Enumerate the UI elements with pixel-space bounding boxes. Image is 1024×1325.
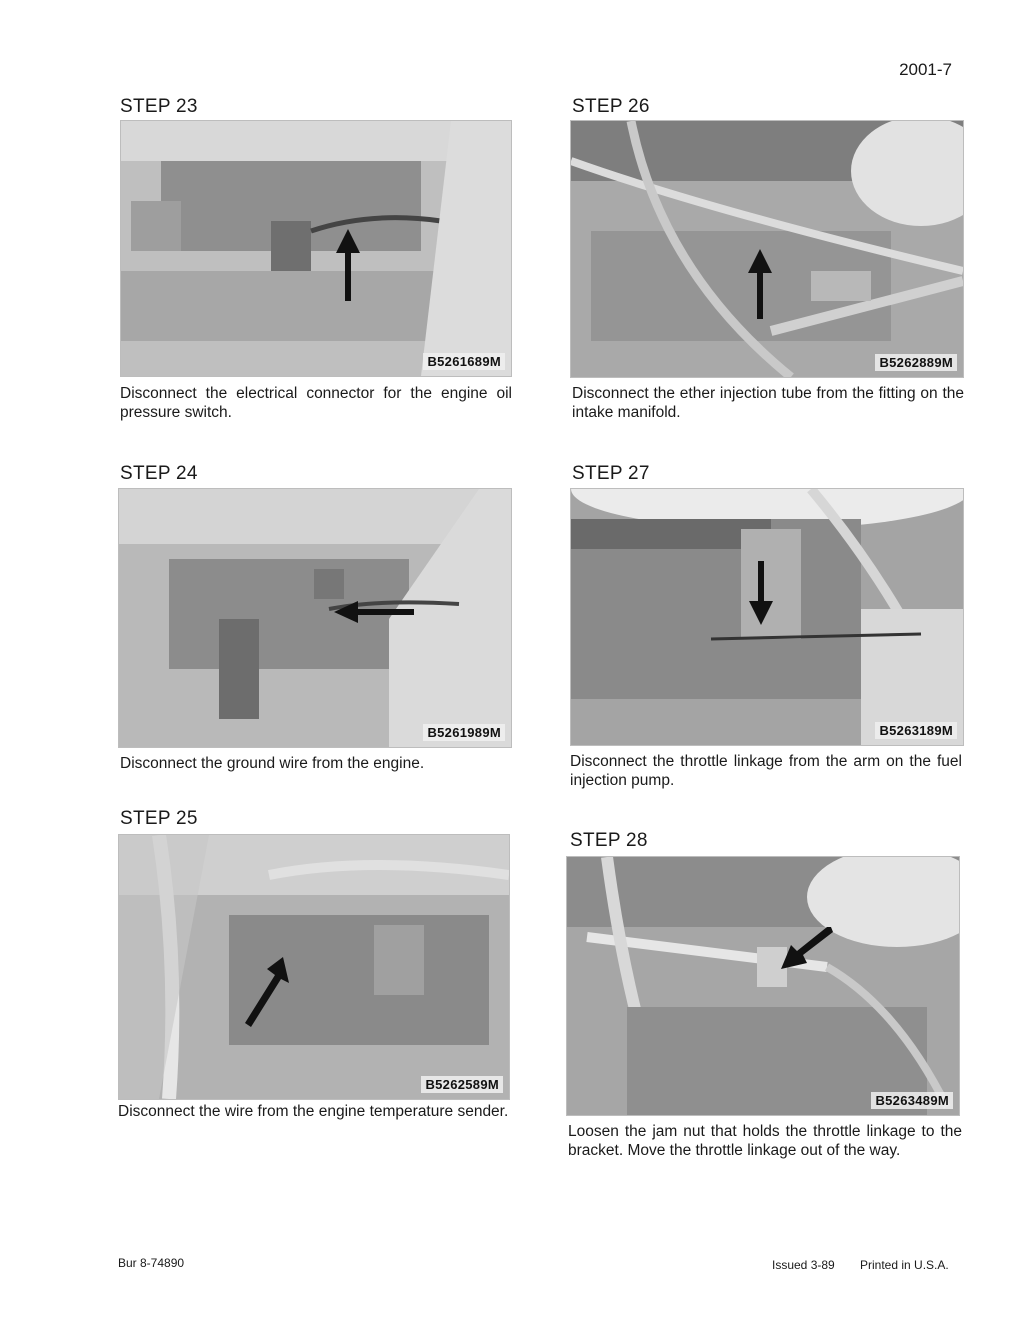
step-25-heading: STEP 25 — [120, 808, 198, 829]
step-23-caption: Disconnect the electrical connector for the engine oil pressure switch. — [120, 385, 512, 421]
footer-issued: Issued 3-89 — [772, 1258, 835, 1272]
up-right-arrow-icon — [243, 957, 291, 1027]
step-25-photo — [118, 834, 510, 1100]
step-24-heading: STEP 24 — [120, 463, 198, 484]
up-arrow-icon — [748, 249, 772, 319]
step-24-photo-code: B5261989M — [423, 724, 505, 741]
step-28-heading: STEP 28 — [570, 830, 648, 851]
step-27-photo — [570, 488, 964, 746]
down-arrow-icon — [749, 561, 773, 625]
step-23-photo — [120, 120, 512, 377]
down-left-arrow-icon — [781, 927, 833, 969]
step-25-photo-code: B5262589M — [421, 1076, 503, 1093]
step-27-caption: Disconnect the throttle linkage from the arm on the fuel injection pump. — [570, 753, 962, 789]
step-27-heading: STEP 27 — [572, 463, 650, 484]
step-26-photo-code: B5262889M — [875, 354, 957, 371]
step-25-caption: Disconnect the wire from the engine temperature sender. — [118, 1103, 509, 1120]
up-arrow-icon — [336, 229, 360, 301]
step-28-caption: Loosen the jam nut that holds the throttle linkage to the bracket. Move the throttle linkage out of the way. — [568, 1123, 962, 1159]
step-26-heading: STEP 26 — [572, 96, 650, 117]
step-26-photo — [570, 120, 964, 378]
step-28-photo — [566, 856, 960, 1116]
step-28-photo-code: B5263489M — [871, 1092, 953, 1109]
step-27-photo-code: B5263189M — [875, 722, 957, 739]
step-26-caption: Disconnect the ether injection tube from the fitting on the intake manifold. — [572, 385, 964, 421]
left-arrow-icon — [334, 601, 414, 623]
footer-printed: Printed in U.S.A. — [860, 1258, 949, 1272]
footer-doc-number: Bur 8-74890 — [118, 1256, 185, 1270]
page-number: 2001-7 — [899, 60, 952, 79]
step-24-photo — [118, 488, 512, 748]
step-23-heading: STEP 23 — [120, 96, 198, 117]
step-24-caption: Disconnect the ground wire from the engine. — [120, 755, 425, 772]
step-23-photo-code: B5261689M — [423, 353, 505, 370]
